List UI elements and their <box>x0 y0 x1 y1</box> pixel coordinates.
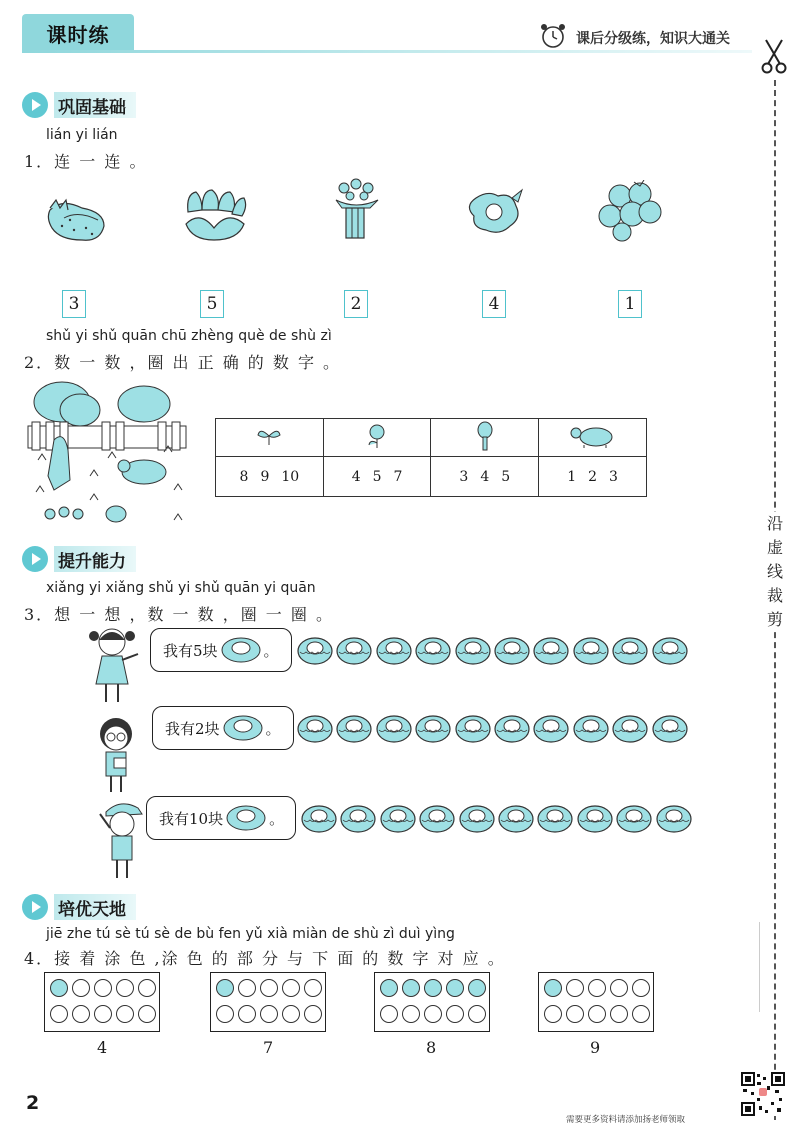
cookie-icon[interactable] <box>493 712 531 744</box>
alarm-clock-icon <box>538 22 568 50</box>
bouquet-icon <box>322 178 392 240</box>
cookie-icon[interactable] <box>576 802 614 834</box>
option-number[interactable]: 3 <box>459 468 469 485</box>
empty-circle[interactable] <box>138 1005 156 1023</box>
empty-circle[interactable] <box>94 979 112 997</box>
bubble-text: 我有10块 <box>159 809 224 828</box>
strawberry-icon <box>42 190 112 252</box>
empty-circle[interactable] <box>116 979 134 997</box>
footer-note: 需要更多资料请添加扬老师领取 <box>566 1115 686 1125</box>
cookie-icon[interactable] <box>572 634 610 666</box>
cookie-icon[interactable] <box>379 802 417 834</box>
girl-pigtails-illustration <box>82 622 144 707</box>
frame-label: 4 <box>97 1038 108 1057</box>
filled-circle[interactable] <box>380 979 398 997</box>
option-number[interactable]: 7 <box>393 468 403 485</box>
option-number[interactable]: 5 <box>372 468 382 485</box>
filled-circle[interactable] <box>468 979 486 997</box>
empty-circle[interactable] <box>402 1005 420 1023</box>
empty-circle[interactable] <box>50 1005 68 1023</box>
flower-icon <box>364 423 390 449</box>
empty-circle[interactable] <box>260 979 278 997</box>
cookie-icon[interactable] <box>375 634 413 666</box>
empty-circle[interactable] <box>72 1005 90 1023</box>
section-basics <box>22 92 136 118</box>
cookie-icon[interactable] <box>615 802 653 834</box>
play-icon <box>22 546 48 572</box>
speech-bubble <box>146 796 296 840</box>
count-table <box>215 418 647 497</box>
boy-cap-illustration <box>92 796 154 881</box>
empty-circle[interactable] <box>588 979 606 997</box>
frame-label: 8 <box>426 1038 437 1057</box>
cookie-icon[interactable] <box>458 802 496 834</box>
table-option-cell <box>216 457 324 497</box>
empty-circle[interactable] <box>138 979 156 997</box>
option-number[interactable]: 2 <box>588 468 598 485</box>
cookie-icon[interactable] <box>335 634 373 666</box>
empty-circle[interactable] <box>282 1005 300 1023</box>
cookie-icon[interactable] <box>655 802 693 834</box>
header-rule <box>22 50 752 53</box>
scissors-icon <box>760 38 788 74</box>
empty-circle[interactable] <box>566 1005 584 1023</box>
turtle-icon <box>568 423 618 449</box>
q1-number-box[interactable]: 3 <box>62 290 86 318</box>
cookie-icon[interactable] <box>651 634 689 666</box>
empty-circle[interactable] <box>632 1005 650 1023</box>
empty-circle[interactable] <box>304 979 322 997</box>
cookie-icon[interactable] <box>296 634 334 666</box>
q3-pinyin: xiǎng yi xiǎng shǔ yi shǔ quān yi quān <box>46 580 316 596</box>
option-number[interactable]: 10 <box>281 468 300 485</box>
table-header-cell <box>323 419 431 457</box>
section-title: 培优天地 <box>54 894 136 920</box>
table-option-cell <box>539 457 647 497</box>
empty-circle[interactable] <box>610 979 628 997</box>
empty-circle[interactable] <box>380 1005 398 1023</box>
cookie-row <box>300 802 694 834</box>
empty-circle[interactable] <box>544 1005 562 1023</box>
empty-circle[interactable] <box>566 979 584 997</box>
play-icon <box>22 894 48 920</box>
cookie-icon[interactable] <box>532 712 570 744</box>
side-rule <box>759 922 760 1012</box>
empty-circle[interactable] <box>238 1005 256 1023</box>
section-advanced <box>22 894 136 920</box>
cookie-icon[interactable] <box>339 802 377 834</box>
bubble-punct: 。 <box>263 641 279 660</box>
q1-pinyin: lián yi lián <box>46 127 118 143</box>
cookie-row <box>296 634 690 666</box>
option-number[interactable]: 4 <box>351 468 361 485</box>
empty-circle[interactable] <box>588 1005 606 1023</box>
empty-circle[interactable] <box>446 1005 464 1023</box>
cookie-icon[interactable] <box>335 712 373 744</box>
option-number[interactable]: 3 <box>609 468 618 485</box>
q3-title: 3．想 一 想 ，数 一 数 ，圈 一 圈 。 <box>24 605 334 624</box>
empty-circle[interactable] <box>94 1005 112 1023</box>
cookie-icon <box>222 714 264 742</box>
flower-icon <box>460 186 530 248</box>
bubble-punct: 。 <box>269 809 285 828</box>
table-header-cell <box>216 419 324 457</box>
cookie-icon[interactable] <box>611 712 649 744</box>
girl-glasses-illustration <box>86 710 148 795</box>
cookie-icon[interactable] <box>493 634 531 666</box>
ten-frame <box>538 972 654 1032</box>
q1-number-box[interactable]: 4 <box>482 290 506 318</box>
peaches-icon <box>596 180 666 242</box>
empty-circle[interactable] <box>216 1005 234 1023</box>
cookie-icon <box>220 636 262 664</box>
frame-label: 9 <box>590 1038 601 1057</box>
q2-pinyin: shǔ yi shǔ quān chū zhèng què de shù zì <box>46 328 332 344</box>
ten-frame <box>374 972 490 1032</box>
empty-circle[interactable] <box>424 1005 442 1023</box>
cookie-icon[interactable] <box>418 802 456 834</box>
cut-instruction: 沿虚线裁剪 <box>762 512 788 632</box>
table-option-cell <box>323 457 431 497</box>
filled-circle[interactable] <box>50 979 68 997</box>
page-number: 2 <box>26 1092 66 1120</box>
q4-pinyin: jiē zhe tú sè tú sè de bù fen yǔ xià miàn de shù zì duì yìng <box>46 926 455 942</box>
empty-circle[interactable] <box>468 1005 486 1023</box>
cookie-icon[interactable] <box>375 712 413 744</box>
option-number[interactable]: 5 <box>501 468 511 485</box>
qr-code-icon <box>741 1072 785 1116</box>
cookie-icon[interactable] <box>414 634 452 666</box>
cookie-icon[interactable] <box>497 802 535 834</box>
table-header-cell <box>539 419 647 457</box>
empty-circle[interactable] <box>116 1005 134 1023</box>
empty-circle[interactable] <box>260 1005 278 1023</box>
tree-icon <box>474 421 496 451</box>
frame-label: 7 <box>263 1038 274 1057</box>
filled-circle[interactable] <box>216 979 234 997</box>
filled-circle[interactable] <box>446 979 464 997</box>
sprout-icon <box>256 425 282 447</box>
section-title: 巩固基础 <box>54 92 136 118</box>
q1-number-box[interactable]: 1 <box>618 290 642 318</box>
option-number[interactable]: 4 <box>480 468 490 485</box>
empty-circle[interactable] <box>632 979 650 997</box>
option-number[interactable]: 1 <box>567 468 577 485</box>
speech-bubble <box>150 628 292 672</box>
cookie-row <box>296 712 690 744</box>
empty-circle[interactable] <box>72 979 90 997</box>
cookie-icon[interactable] <box>536 802 574 834</box>
q1-title: 1．连 一 连 。 <box>24 152 148 171</box>
play-icon <box>22 92 48 118</box>
empty-circle[interactable] <box>282 979 300 997</box>
q1-number-box[interactable]: 2 <box>344 290 368 318</box>
cookie-icon[interactable] <box>651 712 689 744</box>
table-option-cell <box>431 457 539 497</box>
ten-frame <box>44 972 160 1032</box>
bubble-text: 我有5块 <box>163 641 218 660</box>
empty-circle[interactable] <box>610 1005 628 1023</box>
filled-circle[interactable] <box>544 979 562 997</box>
filled-circle[interactable] <box>402 979 420 997</box>
q2-title: 2．数 一 数 ，圈 出 正 确 的 数 字 。 <box>24 353 342 372</box>
cookie-icon[interactable] <box>454 634 492 666</box>
garden-scene-illustration <box>24 380 192 538</box>
cookie-icon[interactable] <box>296 712 334 744</box>
cookie-icon[interactable] <box>611 634 649 666</box>
speech-bubble <box>152 706 294 750</box>
bubble-punct: 。 <box>265 719 281 738</box>
tulips-icon <box>180 184 250 246</box>
filled-circle[interactable] <box>424 979 442 997</box>
section-title: 提升能力 <box>54 546 136 572</box>
cookie-icon[interactable] <box>414 712 452 744</box>
header-slogan: 课后分级练，知识大通关 <box>576 31 730 47</box>
cookie-icon <box>225 804 267 832</box>
lesson-tab-title: 课时练 <box>22 14 134 52</box>
cookie-icon[interactable] <box>572 712 610 744</box>
cookie-icon[interactable] <box>454 712 492 744</box>
table-header-cell <box>431 419 539 457</box>
cookie-icon[interactable] <box>532 634 570 666</box>
option-number[interactable]: 9 <box>260 468 270 485</box>
empty-circle[interactable] <box>238 979 256 997</box>
empty-circle[interactable] <box>304 1005 322 1023</box>
option-number[interactable]: 8 <box>239 468 249 485</box>
q1-number-box[interactable]: 5 <box>200 290 224 318</box>
bubble-text: 我有2块 <box>165 719 220 738</box>
ten-frame <box>210 972 326 1032</box>
cookie-icon[interactable] <box>300 802 338 834</box>
q4-title: 4．接 着 涂 色 ,涂 色 的 部 分 与 下 面 的 数 字 对 应 。 <box>24 949 506 968</box>
section-improve <box>22 546 136 572</box>
